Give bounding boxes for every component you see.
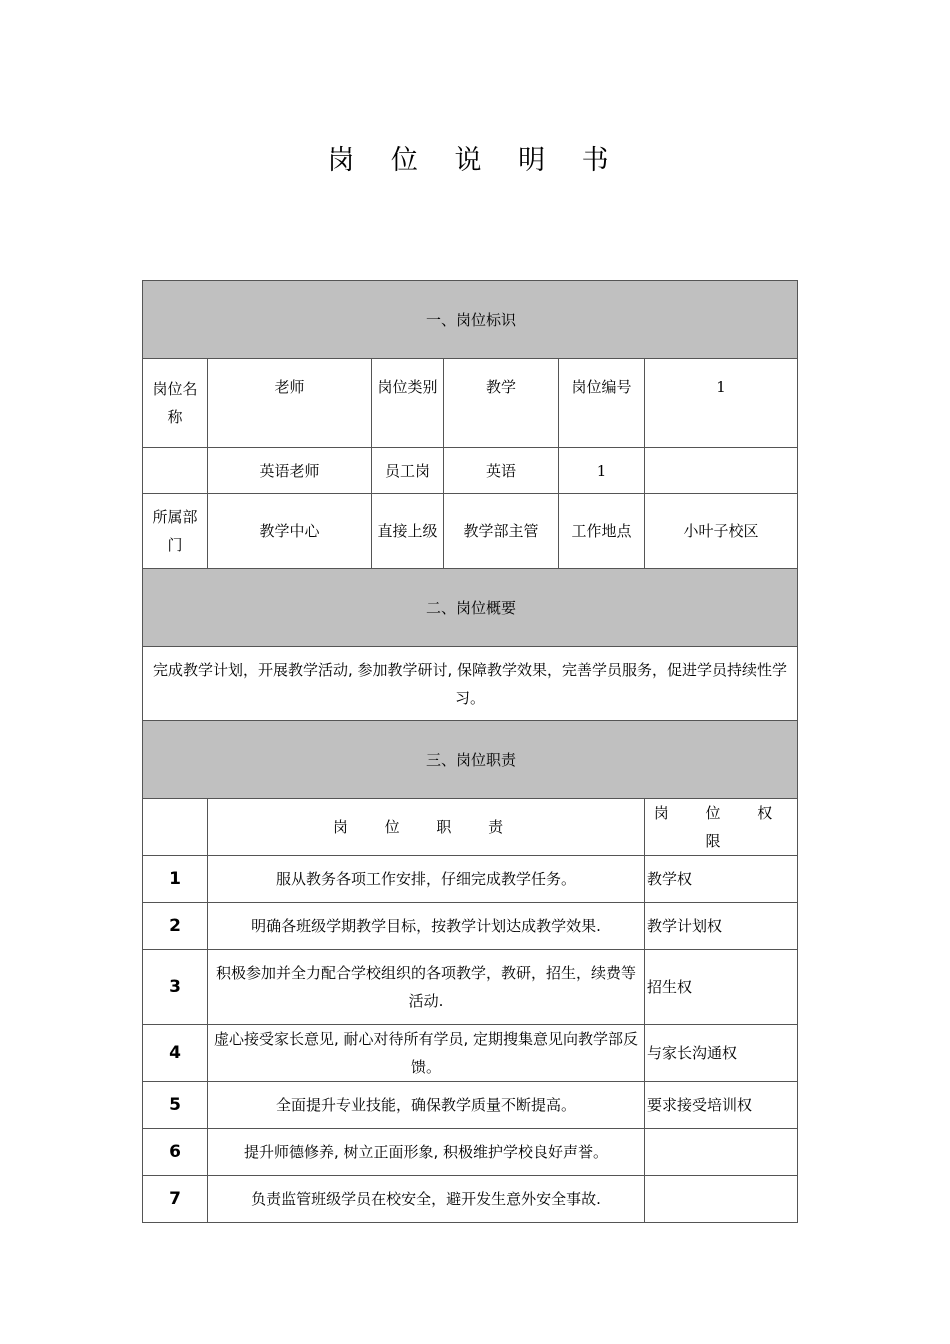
duty-text: 提升师德修养, 树立正面形象, 积极维护学校良好声誉。 — [208, 1129, 645, 1176]
duty-authority: 与家长沟通权 — [645, 1025, 798, 1082]
section-header-identification — [143, 281, 798, 359]
duty-row — [143, 1082, 798, 1129]
location-value: 小叶子校区 — [645, 494, 798, 569]
duty-row — [143, 1176, 798, 1223]
table-cell — [645, 448, 798, 494]
job-name-value: 老师 — [208, 359, 372, 448]
section-title: 二、岗位概要 — [426, 598, 517, 617]
identification-row — [143, 494, 798, 569]
job-code-value: 1 — [645, 359, 798, 448]
table-cell — [143, 448, 208, 494]
table-cell: 1 — [559, 448, 645, 494]
table-cell: 英语老师 — [208, 448, 372, 494]
duty-row — [143, 1025, 798, 1082]
duty-row — [143, 950, 798, 1025]
duty-text: 负责监管班级学员在校安全，避开发生意外安全事故. — [208, 1176, 645, 1223]
duty-text: 明确各班级学期教学目标，按教学计划达成教学效果. — [208, 903, 645, 950]
duty-row — [143, 903, 798, 950]
duty-authority: 招生权 — [645, 950, 798, 1025]
identification-row — [143, 359, 798, 448]
superior-value: 教学部主管 — [444, 494, 559, 569]
table-cell: 员工岗 — [372, 448, 444, 494]
duty-authority — [645, 1129, 798, 1176]
department-value: 教学中心 — [208, 494, 372, 569]
duty-number: 1 — [143, 856, 208, 903]
section-title: 一、岗位标识 — [426, 310, 517, 329]
duty-authority: 要求接受培训权 — [645, 1082, 798, 1129]
superior-label: 直接上级 — [372, 494, 444, 569]
section-header-overview — [143, 569, 798, 647]
table-cell: 英语 — [444, 448, 559, 494]
job-category-value: 教学 — [444, 359, 559, 448]
duty-number: 7 — [143, 1176, 208, 1223]
job-name-label: 岗位名称 — [143, 359, 208, 448]
duty-number: 5 — [143, 1082, 208, 1129]
authority-header: 岗 位 权 限 — [645, 799, 798, 856]
duty-number: 6 — [143, 1129, 208, 1176]
duty-text: 服从教务各项工作安排，仔细完成教学任务。 — [208, 856, 645, 903]
job-description-table — [142, 280, 798, 1223]
duty-number: 4 — [143, 1025, 208, 1082]
identification-row — [143, 448, 798, 494]
duty-header: 岗 位 职 责 — [208, 799, 645, 856]
document-title: 岗 位 说 明 书 — [327, 145, 623, 176]
duty-text: 虚心接受家长意见, 耐心对待所有学员, 定期搜集意见向教学部反馈。 — [208, 1025, 645, 1082]
duty-authority — [645, 1176, 798, 1223]
overview-row — [143, 647, 798, 721]
duties-header-row — [143, 799, 798, 856]
location-label: 工作地点 — [559, 494, 645, 569]
duty-authority: 教学权 — [645, 856, 798, 903]
section-title: 三、岗位职责 — [426, 750, 517, 769]
job-category-label: 岗位类别 — [372, 359, 444, 448]
overview-text: 完成教学计划，开展教学活动, 参加教学研讨, 保障教学效果，完善学员服务，促进学员持续性学习。 — [143, 647, 798, 721]
table-cell — [143, 799, 208, 856]
duty-row — [143, 856, 798, 903]
duty-text: 全面提升专业技能，确保教学质量不断提高。 — [208, 1082, 645, 1129]
duty-authority: 教学计划权 — [645, 903, 798, 950]
duty-number: 3 — [143, 950, 208, 1025]
job-code-label: 岗位编号 — [559, 359, 645, 448]
duty-text: 积极参加并全力配合学校组织的各项教学，教研，招生，续费等活动. — [208, 950, 645, 1025]
duty-number: 2 — [143, 903, 208, 950]
department-label: 所属部门 — [143, 494, 208, 569]
duty-row — [143, 1129, 798, 1176]
section-header-duties — [143, 721, 798, 799]
